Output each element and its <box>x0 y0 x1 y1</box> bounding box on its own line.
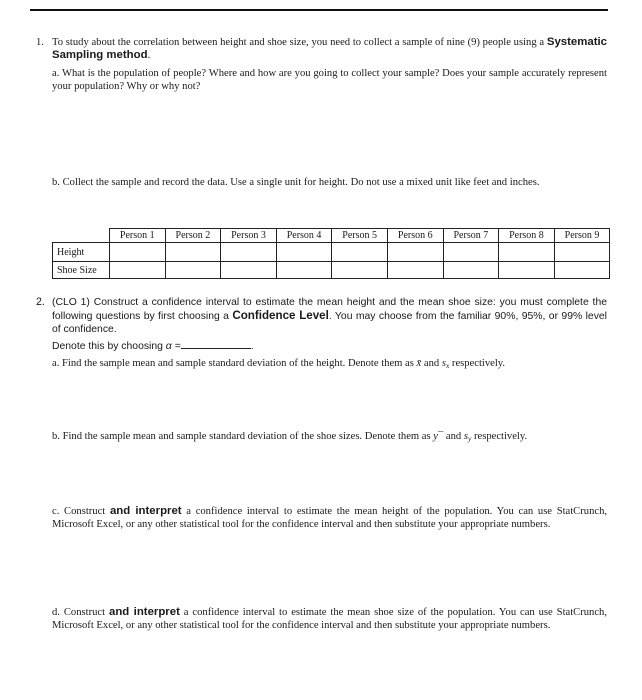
header-person-1: Person 1 <box>110 229 166 243</box>
height-cell <box>165 243 221 262</box>
height-cell <box>221 243 277 262</box>
shoe-size-cell <box>554 262 610 279</box>
question-2c-rest: a confidence interval to estimate the mean height of the population. You can use StatCrunch, Microsoft Excel, or any other statistical tool for the confidence interval and then substitute your appropriate numbers. <box>52 506 608 530</box>
s-x-symbol: s <box>441 358 446 369</box>
question-1-intro-end: . <box>147 50 151 61</box>
interpret-term-c: and interpret <box>109 505 182 517</box>
question-1-intro <box>52 36 607 62</box>
systematic-sampling-term: Systematic Sampling method <box>52 36 607 61</box>
shoe-size-cell <box>165 262 221 279</box>
question-2c-text: c. Construct <box>52 506 110 517</box>
header-person-3: Person 3 <box>221 229 277 243</box>
header-person-6: Person 6 <box>387 229 443 243</box>
alpha-denote-end: . <box>250 341 254 352</box>
question-2b-end: respectively. <box>471 431 528 442</box>
question-2b <box>52 430 607 445</box>
height-cell <box>332 243 388 262</box>
table-row-height <box>53 243 610 262</box>
alpha-answer-blank <box>181 339 251 349</box>
alpha-denote-text: Denote this by choosing <box>52 341 166 352</box>
question-2a <box>52 357 607 372</box>
y-bar-mark: ¯ <box>437 431 444 442</box>
height-cell <box>443 243 499 262</box>
question-2b-and: and <box>443 431 464 442</box>
header-person-4: Person 4 <box>276 229 332 243</box>
alpha-symbol: α = <box>165 341 181 352</box>
question-1a: a. What is the population of people? Where and how are you going to collect your sample? Does your sample accurately represent your population? Why or why not? <box>52 68 607 92</box>
shoe-size-cell <box>499 262 555 279</box>
height-cell <box>554 243 610 262</box>
shoe-size-cell <box>110 262 166 279</box>
header-person-2: Person 2 <box>165 229 221 243</box>
height-cell <box>387 243 443 262</box>
table-row-shoe-size <box>53 262 610 279</box>
question-2-number: 2. <box>36 296 45 308</box>
row-label-shoe-size: Shoe Size <box>53 262 110 279</box>
question-2b-text: b. Find the sample mean and sample standard deviation of the shoe sizes. Denote them as <box>52 431 434 442</box>
shoe-size-cell <box>221 262 277 279</box>
question-2d <box>52 606 607 632</box>
question-1b: b. Collect the sample and record the data. Use a single unit for height. Do not use a mixed unit like feet and inches. <box>52 177 540 188</box>
height-cell <box>499 243 555 262</box>
interpret-term-d: and interpret <box>108 606 180 618</box>
question-2a-and: and <box>421 358 442 369</box>
s-y-subscript: y <box>468 434 472 443</box>
shoe-size-cell <box>332 262 388 279</box>
data-table <box>52 228 610 279</box>
header-person-5: Person 5 <box>332 229 388 243</box>
question-2c <box>52 505 607 531</box>
question-2-intro <box>52 296 607 336</box>
question-1-number: 1. <box>36 37 44 48</box>
header-person-7: Person 7 <box>443 229 499 243</box>
header-person-9: Person 9 <box>554 229 610 243</box>
table-corner-cell <box>53 229 110 243</box>
row-label-height: Height <box>53 243 110 262</box>
question-1-intro-text: To study about the correlation between height and shoe size, you need to collect a sample of nine (9) people using a <box>52 37 547 48</box>
header-person-8: Person 8 <box>499 229 555 243</box>
table-header-row <box>53 229 610 243</box>
question-2-intro-end: . You may choose from the familiar 90%, 95%, or 99% level of confidence. <box>52 311 607 335</box>
question-2-intro-text: (CLO 1) Construct a confidence interval to estimate the mean height and the mean shoe size: you must complete the following questions by first choosing a <box>52 297 607 322</box>
confidence-level-term: Confidence Level <box>232 309 329 322</box>
s-x-subscript: x <box>445 361 450 370</box>
question-2d-text: d. Construct <box>52 607 109 618</box>
shoe-size-cell <box>276 262 332 279</box>
alpha-denote-line <box>52 339 607 353</box>
question-2a-end: respectively. <box>449 358 506 369</box>
shoe-size-cell <box>387 262 443 279</box>
s-y-symbol: s <box>463 431 468 442</box>
height-cell <box>276 243 332 262</box>
y-symbol: y <box>433 431 438 442</box>
height-cell <box>110 243 166 262</box>
top-rule <box>30 9 608 11</box>
question-2d-rest: a confidence interval to estimate the mean shoe size of the population. You can use StatCrunch, Microsoft Excel, or any other statistical tool for the confidence interval and then substitute your appropriate numbers. <box>52 607 607 631</box>
shoe-size-cell <box>443 262 499 279</box>
x-bar-symbol: x̄ <box>416 358 422 369</box>
question-2a-text: a. Find the sample mean and sample standard deviation of the height. Denote them as <box>52 358 417 369</box>
